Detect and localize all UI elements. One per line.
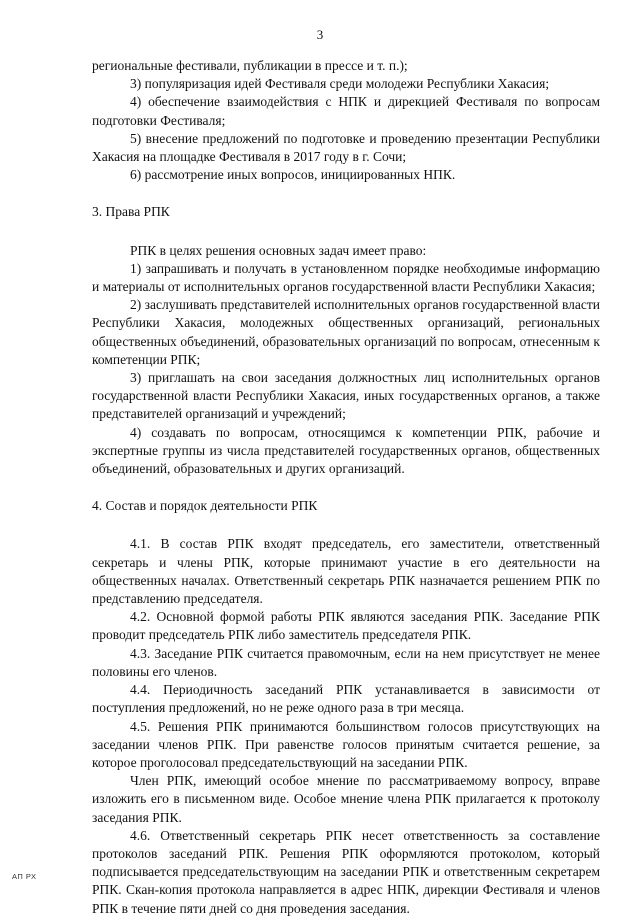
clause-4-1: 4.1. В состав РПК входят председатель, его заместители, ответственный секретарь и члены РПК, которые принимают участие в его деятельности на общественных началах. Ответственный секретарь РПК назначается решением РПК по представлению председателя. (92, 536, 600, 607)
page-number: 3 (316, 27, 324, 42)
rights-item-3: 3) приглашать на свои заседания должностных лиц исполнительных органов государственной власти Республики Хакасия, иных государственных органов, а также представителей организаций и учреждений; (92, 370, 600, 422)
section-heading-rights: 3. Права РПК (92, 204, 170, 220)
rights-item-4: 4) создавать по вопросам, относящимся к компетенции РПК, рабочие и экспертные группы из числа представителей государственных органов, общественных объединений, образовательных и других организаций. (92, 424, 600, 477)
clause-4-3: 4.3. Заседание РПК считается правомочным, если на нем присутствует не менее половины его членов. (92, 645, 600, 679)
footer-mark: АП РХ (12, 872, 37, 881)
section-heading-composition: 4. Состав и порядок деятельности РПК (92, 498, 318, 514)
paragraph-continuation: региональные фестивали, публикации в прессе и т. п.); (92, 58, 408, 73)
clause-4-2: 4.2. Основной формой работы РПК являются заседания РПК. Заседание РПК проводит председатель РПК либо заместитель председателя РПК. (92, 609, 600, 643)
list-item-3: 3) популяризация идей Фестиваля среди молодежи Республики Хакасия; (130, 76, 550, 92)
document-body (92, 57, 600, 918)
clause-4-4: 4.4. Периодичность заседаний РПК устанавливается в зависимости от поступления предложений, но не реже одного раза в три месяца. (92, 682, 600, 716)
clause-4-5-dissent: Член РПК, имеющий особое мнение по рассматриваемому вопросу, вправе изложить его в письменном виде. Особое мнение члена РПК прилагается к протоколу заседания РПК. (92, 773, 600, 825)
list-item-4: 4) обеспечение взаимодействия с НПК и дирекцией Фестиваля по вопросам подготовки Фестиваля; (92, 94, 600, 128)
rights-intro: РПК в целях решения основных задач имеет право: (130, 242, 427, 258)
clause-4-5: 4.5. Решения РПК принимаются большинством голосов присутствующих на заседании членов РПК. При равенстве голосов принятым считается решение, за которое проголосовал председательствующий на заседании РПК. (92, 718, 600, 770)
rights-item-1: 1) запрашивать и получать в установленном порядке необходимые информацию и материалы от исполнительных органов государственной власти Республики Хакасия; (92, 260, 600, 295)
clause-4-6: 4.6. Ответственный секретарь РПК несет ответственность за составление протоколов заседаний РПК. Решения РПК оформляются протоколом, который подписывается председательствующим на заседании РПК и ответственным секретарем РПК. Скан-копия протокола направляется в адрес НПК, дирекции Фестиваля и членов РПК в течение пяти дней со дня проведения заседания. (92, 827, 600, 916)
list-item-6: 6) рассмотрение иных вопросов, инициированных НПК. (130, 167, 456, 183)
list-item-5: 5) внесение предложений по подготовке и проведению презентации Республики Хакасия на площадке Фестиваля в 2017 году в г. Сочи; (92, 130, 600, 165)
rights-item-2: 2) заслушивать представителей исполнительных органов государственной власти Республики Хакасия, молодежных общественных организаций, региональных общественных объединений, образовательных организаций по вопросам, отнесенным к компетенции РПК; (92, 297, 600, 367)
